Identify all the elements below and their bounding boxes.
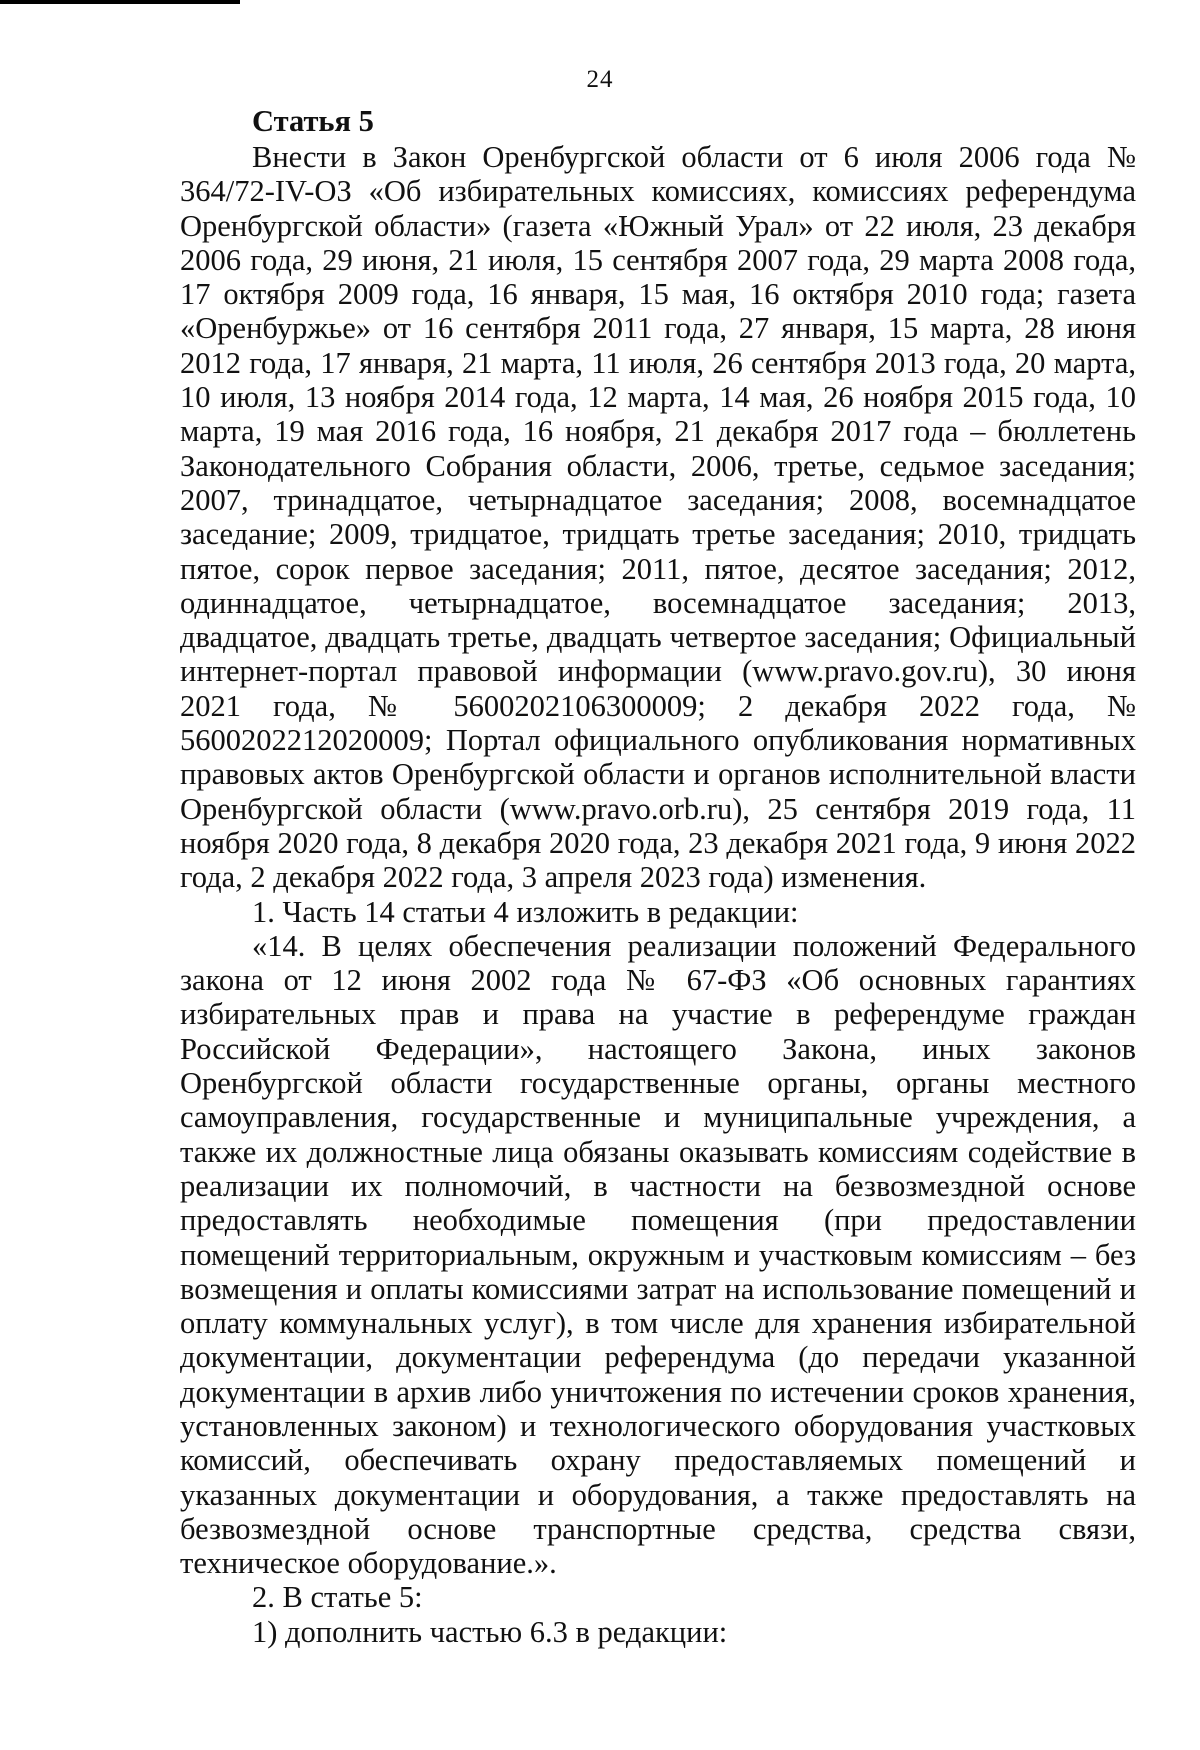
- subitem-1-paragraph: 1) дополнить частью 6.3 в редакции:: [252, 1614, 728, 1649]
- page-number: 24: [586, 66, 614, 93]
- item-2-paragraph: 2. В статье 5:: [252, 1580, 423, 1615]
- part-14-text-paragraph: «14. В целях обеспечения реализации положений Федерального закона от 12 июня 2002 года № 67-ФЗ «Об основных гарантиях избирательных прав и права на участие в референдуме граждан Российской Федерации», настоящего Закона, иных законов Оренбургской области государственные органы, органы местного самоуправления, государственные и муниципальные учреждения, а также их должностные лица обязаны оказывать комиссиям содействие в реализации их полномочий, в частности на безвозмездной основе предоставлять необходимые помещения (при предоставлении помещений территориальным, окружным и участковым комиссиям – без возмещения и оплаты комиссиями затрат на использование помещений и оплату коммунальных услуг), в том числе для хранения избирательной документации, документации референдума (до передачи указанной документации в архив либо уничтожения по истечении сроков хранения, установленных законом) и технологического оборудования участковых комиссий, обеспечивать охрану предоставляемых помещений и указанных документации и оборудования, а также предоставлять на безвозмездной основе транспортные средства, средства связи, техническое оборудование.».: [180, 928, 1136, 1581]
- amendment-intro-paragraph: Внести в Закон Оренбургской области от 6 июля 2006 года № 364/72-IV-ОЗ «Об избирательных комиссиях, комиссиях референдума Оренбургской области» (газета «Южный Урал» от 22 июля, 23 декабря 2006 года, 29 июня, 21 июля, 15 сентября 2007 года, 29 марта 2008 года, 17 октября 2009 года, 16 января, 15 мая, 16 октября 2010 года; газета «Оренбуржье» от 16 сентября 2011 года, 27 января, 15 марта, 28 июня 2012 года, 17 января, 21 марта, 11 июля, 26 сентября 2013 года, 20 марта, 10 июля, 13 ноября 2014 года, 12 марта, 14 мая, 26 ноября 2015 года, 10 марта, 19 мая 2016 года, 16 ноября, 21 декабря 2017 года – бюллетень Законодательного Собрания области, 2006, третье, седьмое заседания; 2007, тринадцатое, четырнадцатое заседания; 2008, восемнадцатое заседание; 2009, тридцатое, тридцать третье заседания; 2010, тридцать пятое, сорок первое заседания; 2011, пятое, десятое заседания; 2012, одиннадцатое, четырнадцатое, восемнадцатое заседания; 2013, двадцатое, двадцать третье, двадцать четвертое заседания; Официальный интернет-портал правовой информации (www.pravo.gov.ru), 30 июня 2021 года, № 5600202106300009; 2 декабря 2022 года, № 5600202212020009; Портал официального опубликования нормативных правовых актов Оренбургской области и органов исполнительной власти Оренбургской области (www.pravo.orb.ru), 25 сентября 2019 года, 11 ноября 2020 года, 8 декабря 2020 года, 23 декабря 2021 года, 9 июня 2022 года, 2 декабря 2022 года, 3 апреля 2023 года) изменения.: [180, 140, 1136, 895]
- scan-edge-mark: [0, 0, 240, 4]
- item-1-paragraph: 1. Часть 14 статьи 4 изложить в редакции:: [252, 894, 799, 929]
- article-heading: Статья 5: [252, 104, 374, 138]
- document-body: [180, 104, 1136, 1649]
